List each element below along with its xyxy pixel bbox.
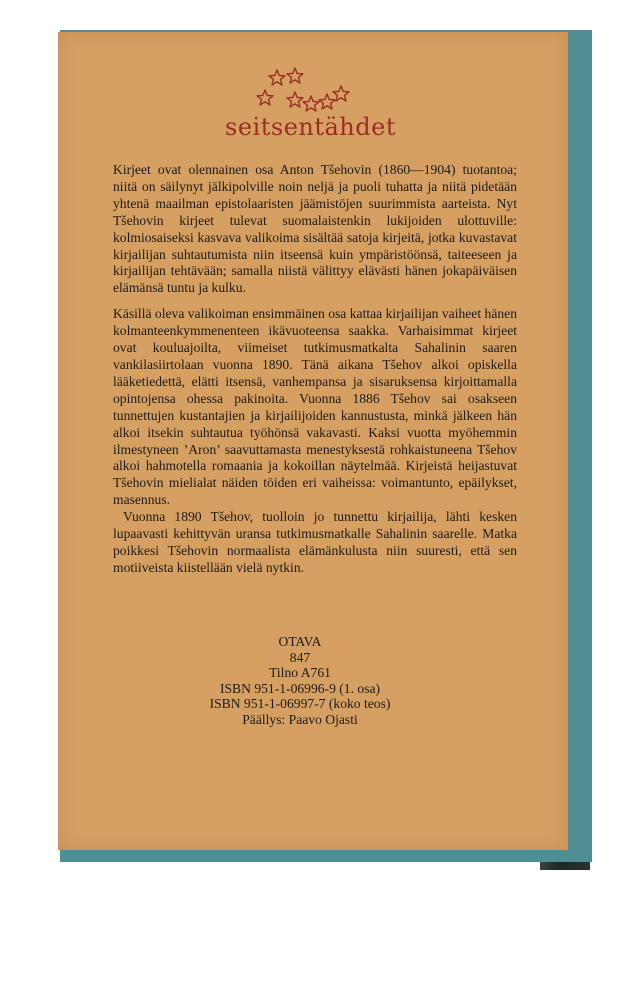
star-icon — [303, 96, 319, 111]
star-icon — [269, 70, 285, 85]
blurb-text — [113, 162, 517, 577]
colophon — [150, 634, 450, 728]
series-number: 847 — [289, 649, 311, 665]
isbn-set: ISBN 951-1-06997-7 (koko teos) — [209, 696, 391, 712]
star-icon — [333, 86, 349, 101]
publisher-series-logo: seitsentähdet — [225, 113, 396, 141]
seven-stars-icon — [255, 62, 355, 118]
order-number: Tilno A761 — [269, 665, 331, 681]
star-icon — [319, 94, 335, 109]
blurb-paragraph: Kirjeet ovat olennainen osa Anton Tšehovin (1860—1904) tuotantoa; niitä on säilynyt jälkipolville noin neljä ja puoli tuhatta ja niitä pidetään yhtenä maailman epistolaaristen jäämistöjen suurimmista aarteista. Nyt Tšehovin kirjeet tulevat suomalaistenkin lukijoiden ulottuville: kolmiosaiseksi kasvava valikoima sisältää satoja kirjeitä, jotka kuvastavat kirjailijan suhtautumista niin itseensä kuin ympäristöönsä, taiteeseen ja kirjailijan tehtävään; samalla niistä välittyy elävästi hänen jokapäiväisen elämänsä tuntu ja kulku. — [113, 162, 517, 296]
star-icon — [287, 92, 303, 107]
publisher-name: OTAVA — [278, 634, 322, 649]
cover-credit: Päällys: Paavo Ojasti — [242, 711, 358, 727]
star-icon — [287, 68, 303, 83]
blurb-paragraph: Vuonna 1890 Tšehov, tuolloin jo tunnettu kirjailija, lähti kesken lupaavasti kehittyvän uransa tutkimusmatkalle Sahalinin saarelle. Matka poikkesi Tšehovin normaalista elämänkulusta niin suuresti, että sen motiiveista kiistellään vielä nytkin. — [113, 509, 517, 575]
isbn-volume: ISBN 951-1-06996-9 (1. osa) — [219, 680, 381, 696]
blurb-paragraph: Käsillä oleva valikoiman ensimmäinen osa kattaa kirjailijan vaiheet hänen kolmanteenkymmenenteen ikävuoteensa saakka. Varhaisimmat kirjeet ovat kouluajoilta, viimeiset tutkimusmatkalta Sahalinin saaren vankilasiirtolaan vuonna 1890. Tänä aikana Tšehov alkoi opiskella lääketiedettä, elätti itsensä, vanhempansa ja sisaruksensa kirjoittamalla opintojensa ohessa pakinoita. Vuonna 1886 Tšehov sai osakseen tunnettujen kustantajien ja kirjailijoiden kannustusta, minkä jälkeen hän alkoi itsekin suhtautua työhönsä vakavasti. Kaksi vuotta myöhemmin ilmestyneen ’Aron’ saavuttamasta menestyksestä rohkaistuneena Tšehov alkoi hahmotella romaania ja kokoillan näytelmää. Kirjeistä heijastuvat Tšehovin mielialat näiden töiden eri vaiheissa: voimantunto, epäilykset, masennus. — [113, 306, 517, 508]
star-icon — [257, 90, 273, 105]
